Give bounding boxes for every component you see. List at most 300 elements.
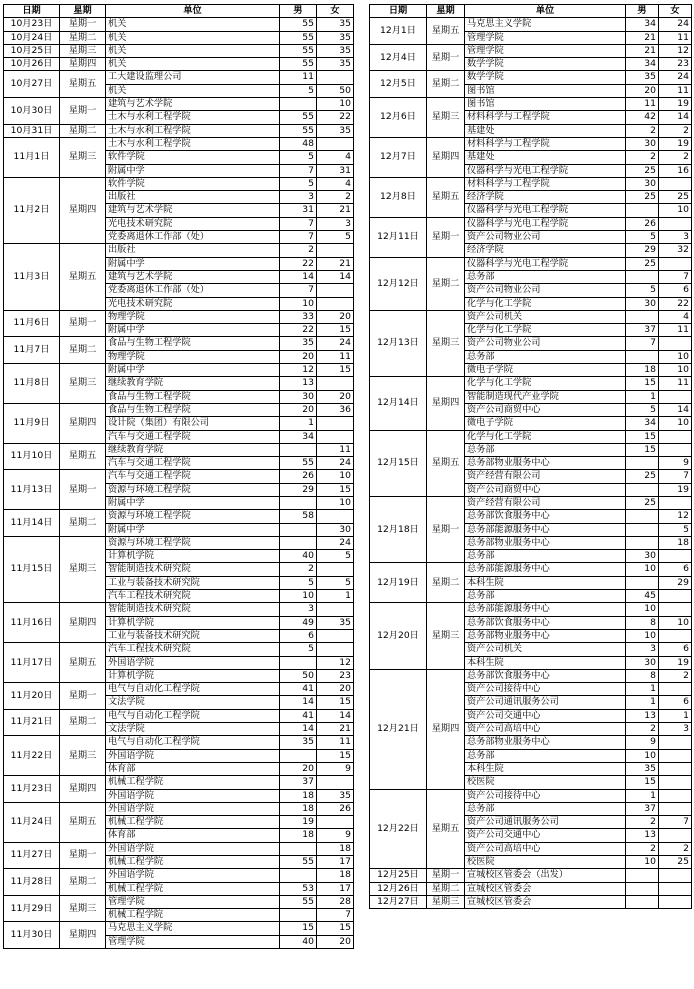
unit-cell: 宣城校区管委会 bbox=[465, 882, 626, 895]
unit-cell: 体育部 bbox=[106, 762, 280, 775]
weekday-cell: 星期一 bbox=[427, 869, 465, 882]
unit-cell: 党委离退休工作部（处） bbox=[106, 231, 280, 244]
male-count-cell: 20 bbox=[280, 762, 317, 775]
male-count-cell: 7 bbox=[626, 337, 659, 350]
male-count-cell: 30 bbox=[626, 550, 659, 563]
date-cell: 11月1日 bbox=[4, 137, 60, 177]
table-row bbox=[4, 137, 354, 150]
female-count-cell: 7 bbox=[659, 270, 692, 283]
male-count-cell: 2 bbox=[626, 151, 659, 164]
weekday-cell: 星期五 bbox=[60, 443, 106, 470]
female-count-cell: 26 bbox=[317, 802, 354, 815]
date-cell: 10月27日 bbox=[4, 71, 60, 98]
unit-cell: 马克思主义学院 bbox=[465, 18, 626, 31]
table-row bbox=[370, 98, 692, 111]
male-count-cell: 55 bbox=[280, 457, 317, 470]
female-count-cell: 21 bbox=[317, 257, 354, 270]
unit-cell: 机关 bbox=[106, 31, 280, 44]
date-cell: 12月12日 bbox=[370, 257, 427, 310]
header-male: 男 bbox=[280, 5, 317, 18]
male-count-cell bbox=[280, 536, 317, 549]
female-count-cell bbox=[317, 297, 354, 310]
weekday-cell: 星期五 bbox=[427, 789, 465, 869]
table-row bbox=[370, 789, 692, 802]
female-count-cell: 11 bbox=[659, 377, 692, 390]
male-count-cell: 5 bbox=[626, 231, 659, 244]
unit-cell: 汽车与交通工程学院 bbox=[106, 470, 280, 483]
male-count-cell: 55 bbox=[280, 124, 317, 137]
unit-cell: 材料科学与工程学院 bbox=[465, 111, 626, 124]
female-count-cell: 24 bbox=[317, 337, 354, 350]
unit-cell: 数学学院 bbox=[465, 71, 626, 84]
table-row bbox=[370, 257, 692, 270]
male-count-cell: 37 bbox=[626, 802, 659, 815]
male-count-cell: 8 bbox=[626, 616, 659, 629]
male-count-cell: 10 bbox=[280, 590, 317, 603]
male-count-cell bbox=[626, 483, 659, 496]
table-row bbox=[4, 124, 354, 137]
date-cell: 11月14日 bbox=[4, 510, 60, 537]
male-count-cell: 1 bbox=[626, 696, 659, 709]
male-count-cell: 30 bbox=[626, 656, 659, 669]
table-row bbox=[370, 377, 692, 390]
male-count-cell: 6 bbox=[280, 629, 317, 642]
female-count-cell: 21 bbox=[317, 204, 354, 217]
date-cell: 11月30日 bbox=[4, 922, 60, 949]
unit-cell: 总务部 bbox=[465, 443, 626, 456]
unit-cell: 经济学院 bbox=[465, 191, 626, 204]
date-cell: 11月17日 bbox=[4, 643, 60, 683]
table-row bbox=[4, 802, 354, 815]
female-count-cell: 15 bbox=[317, 364, 354, 377]
date-cell: 11月2日 bbox=[4, 177, 60, 243]
unit-cell: 建筑与艺术学院 bbox=[106, 204, 280, 217]
weekday-cell: 星期二 bbox=[427, 563, 465, 603]
female-count-cell: 3 bbox=[659, 723, 692, 736]
unit-cell: 软件学院 bbox=[106, 177, 280, 190]
weekday-cell: 星期五 bbox=[60, 802, 106, 842]
weekday-cell: 星期二 bbox=[60, 510, 106, 537]
female-count-cell: 19 bbox=[659, 137, 692, 150]
female-count-cell: 10 bbox=[659, 616, 692, 629]
female-count-cell: 31 bbox=[317, 164, 354, 177]
male-count-cell: 2 bbox=[626, 816, 659, 829]
male-count-cell: 14 bbox=[280, 696, 317, 709]
unit-cell: 继续教育学院 bbox=[106, 377, 280, 390]
unit-cell: 本科生院 bbox=[465, 762, 626, 775]
table-row bbox=[4, 842, 354, 855]
unit-cell: 食品与生物工程学院 bbox=[106, 403, 280, 416]
male-count-cell: 18 bbox=[626, 364, 659, 377]
female-count-cell: 11 bbox=[317, 736, 354, 749]
male-count-cell bbox=[626, 882, 659, 895]
female-count-cell bbox=[659, 895, 692, 908]
male-count-cell: 20 bbox=[626, 84, 659, 97]
female-count-cell: 11 bbox=[659, 324, 692, 337]
male-count-cell bbox=[626, 204, 659, 217]
unit-cell: 资产公司高培中心 bbox=[465, 723, 626, 736]
table-row bbox=[370, 563, 692, 576]
female-count-cell: 11 bbox=[659, 31, 692, 44]
male-count-cell: 25 bbox=[626, 470, 659, 483]
male-count-cell: 30 bbox=[626, 297, 659, 310]
header-date: 日期 bbox=[4, 5, 60, 18]
female-count-cell: 36 bbox=[317, 403, 354, 416]
male-count-cell: 55 bbox=[280, 111, 317, 124]
female-count-cell: 19 bbox=[659, 483, 692, 496]
male-count-cell: 1 bbox=[280, 417, 317, 430]
schedule-table-left bbox=[3, 4, 354, 949]
female-count-cell: 6 bbox=[659, 284, 692, 297]
male-count-cell bbox=[280, 98, 317, 111]
male-count-cell: 2 bbox=[280, 244, 317, 257]
header-unit: 单位 bbox=[106, 5, 280, 18]
unit-cell: 总务部饮食服务中心 bbox=[465, 616, 626, 629]
male-count-cell: 48 bbox=[280, 137, 317, 150]
male-count-cell: 9 bbox=[626, 736, 659, 749]
unit-cell: 物理学院 bbox=[106, 310, 280, 323]
table-row bbox=[4, 44, 354, 57]
male-count-cell: 25 bbox=[626, 496, 659, 509]
date-cell: 10月23日 bbox=[4, 18, 60, 31]
unit-cell: 光电技术研究院 bbox=[106, 217, 280, 230]
header-weekday: 星期 bbox=[60, 5, 106, 18]
header-row bbox=[370, 5, 692, 18]
female-count-cell: 2 bbox=[659, 669, 692, 682]
male-count-cell: 18 bbox=[280, 829, 317, 842]
female-count-cell: 6 bbox=[659, 696, 692, 709]
male-count-cell: 11 bbox=[280, 71, 317, 84]
male-count-cell: 34 bbox=[626, 18, 659, 31]
male-count-cell: 22 bbox=[280, 257, 317, 270]
unit-cell: 计算机学院 bbox=[106, 669, 280, 682]
female-count-cell bbox=[317, 629, 354, 642]
weekday-cell: 星期二 bbox=[60, 124, 106, 137]
unit-cell: 外国语学院 bbox=[106, 802, 280, 815]
female-count-cell: 22 bbox=[659, 297, 692, 310]
female-count-cell: 35 bbox=[317, 58, 354, 71]
female-count-cell: 19 bbox=[659, 98, 692, 111]
unit-cell: 资产公司机关 bbox=[465, 643, 626, 656]
table-row bbox=[4, 895, 354, 908]
female-count-cell: 35 bbox=[317, 124, 354, 137]
female-count-cell bbox=[659, 443, 692, 456]
header-weekday: 星期 bbox=[427, 5, 465, 18]
female-count-cell bbox=[317, 377, 354, 390]
female-count-cell: 24 bbox=[659, 18, 692, 31]
unit-cell: 基建处 bbox=[465, 124, 626, 137]
weekday-cell: 星期四 bbox=[427, 377, 465, 430]
female-count-cell bbox=[659, 762, 692, 775]
unit-cell: 微电子学院 bbox=[465, 364, 626, 377]
unit-cell: 总务部 bbox=[465, 350, 626, 363]
male-count-cell: 19 bbox=[280, 816, 317, 829]
unit-cell: 汽车与交通工程学院 bbox=[106, 430, 280, 443]
female-count-cell bbox=[317, 244, 354, 257]
table-body bbox=[370, 18, 692, 909]
date-cell: 11月9日 bbox=[4, 403, 60, 443]
male-count-cell: 15 bbox=[626, 776, 659, 789]
unit-cell: 资产公司接待中心 bbox=[465, 789, 626, 802]
unit-cell: 总务部饮食服务中心 bbox=[465, 669, 626, 682]
male-count-cell: 3 bbox=[280, 603, 317, 616]
male-count-cell: 2 bbox=[280, 563, 317, 576]
weekday-cell: 星期二 bbox=[60, 869, 106, 896]
unit-cell: 经济学院 bbox=[465, 244, 626, 257]
weekday-cell: 星期一 bbox=[60, 842, 106, 869]
date-cell: 10月26日 bbox=[4, 58, 60, 71]
female-count-cell bbox=[659, 629, 692, 642]
unit-cell: 机关 bbox=[106, 84, 280, 97]
male-count-cell: 22 bbox=[280, 324, 317, 337]
weekday-cell: 星期一 bbox=[427, 496, 465, 562]
unit-cell: 附属中学 bbox=[106, 257, 280, 270]
table-row bbox=[370, 71, 692, 84]
male-count-cell: 30 bbox=[626, 137, 659, 150]
unit-cell: 食品与生物工程学院 bbox=[106, 337, 280, 350]
unit-cell: 总务部饮食服务中心 bbox=[465, 510, 626, 523]
unit-cell: 机关 bbox=[106, 58, 280, 71]
date-cell: 11月21日 bbox=[4, 709, 60, 736]
weekday-cell: 星期四 bbox=[60, 922, 106, 949]
male-count-cell: 42 bbox=[626, 111, 659, 124]
male-count-cell: 10 bbox=[626, 563, 659, 576]
unit-cell: 软件学院 bbox=[106, 151, 280, 164]
unit-cell: 资产公司机关 bbox=[465, 310, 626, 323]
unit-cell: 校医院 bbox=[465, 776, 626, 789]
female-count-cell: 23 bbox=[659, 58, 692, 71]
unit-cell: 资产公司通讯服务公司 bbox=[465, 816, 626, 829]
unit-cell: 外国语学院 bbox=[106, 656, 280, 669]
unit-cell: 资产公司通讯服务公司 bbox=[465, 696, 626, 709]
male-count-cell: 37 bbox=[280, 776, 317, 789]
weekday-cell: 星期二 bbox=[60, 709, 106, 736]
date-cell: 12月11日 bbox=[370, 217, 427, 257]
unit-cell: 宣城校区管委会（出发） bbox=[465, 869, 626, 882]
female-count-cell: 4 bbox=[317, 177, 354, 190]
header-row bbox=[4, 5, 354, 18]
male-count-cell: 55 bbox=[280, 895, 317, 908]
male-count-cell: 5 bbox=[280, 84, 317, 97]
table-row bbox=[4, 98, 354, 111]
male-count-cell: 58 bbox=[280, 510, 317, 523]
unit-cell: 资产公司高培中心 bbox=[465, 842, 626, 855]
female-count-cell: 35 bbox=[317, 44, 354, 57]
date-cell: 11月6日 bbox=[4, 310, 60, 337]
header-date: 日期 bbox=[370, 5, 427, 18]
unit-cell: 建筑与艺术学院 bbox=[106, 270, 280, 283]
unit-cell: 土木与水利工程学院 bbox=[106, 124, 280, 137]
weekday-cell: 星期一 bbox=[60, 470, 106, 510]
unit-cell: 管理学院 bbox=[106, 935, 280, 948]
male-count-cell: 30 bbox=[626, 177, 659, 190]
schedule-table-right bbox=[369, 4, 692, 909]
male-count-cell: 26 bbox=[280, 470, 317, 483]
unit-cell: 外国语学院 bbox=[106, 789, 280, 802]
unit-cell: 总务部物业服务中心 bbox=[465, 736, 626, 749]
unit-cell: 机械工程学院 bbox=[106, 856, 280, 869]
male-count-cell bbox=[280, 869, 317, 882]
female-count-cell: 24 bbox=[659, 71, 692, 84]
female-count-cell bbox=[659, 736, 692, 749]
date-cell: 11月24日 bbox=[4, 802, 60, 842]
table-row bbox=[4, 922, 354, 935]
male-count-cell: 55 bbox=[280, 44, 317, 57]
unit-cell: 总务部能源服务中心 bbox=[465, 603, 626, 616]
female-count-cell: 35 bbox=[317, 789, 354, 802]
male-count-cell: 11 bbox=[626, 98, 659, 111]
male-count-cell: 10 bbox=[626, 603, 659, 616]
male-count-cell: 34 bbox=[626, 58, 659, 71]
female-count-cell: 24 bbox=[317, 457, 354, 470]
date-cell: 11月8日 bbox=[4, 364, 60, 404]
female-count-cell: 14 bbox=[317, 709, 354, 722]
male-count-cell bbox=[626, 350, 659, 363]
male-count-cell: 1 bbox=[626, 789, 659, 802]
male-count-cell: 33 bbox=[280, 310, 317, 323]
weekday-cell: 星期一 bbox=[427, 44, 465, 71]
female-count-cell: 16 bbox=[659, 164, 692, 177]
male-count-cell: 7 bbox=[280, 284, 317, 297]
female-count-cell: 29 bbox=[659, 576, 692, 589]
weekday-cell: 星期一 bbox=[60, 98, 106, 125]
female-count-cell bbox=[659, 882, 692, 895]
date-cell: 12月22日 bbox=[370, 789, 427, 869]
female-count-cell: 18 bbox=[659, 536, 692, 549]
unit-cell: 管理学院 bbox=[106, 895, 280, 908]
weekday-cell: 星期五 bbox=[60, 244, 106, 310]
male-count-cell: 10 bbox=[626, 629, 659, 642]
female-count-cell: 12 bbox=[659, 510, 692, 523]
female-count-cell: 23 bbox=[317, 669, 354, 682]
unit-cell: 宣城校区管委会 bbox=[465, 895, 626, 908]
male-count-cell: 7 bbox=[280, 231, 317, 244]
unit-cell: 工大建设监理公司 bbox=[106, 71, 280, 84]
table-row bbox=[370, 882, 692, 895]
weekday-cell: 星期四 bbox=[60, 776, 106, 803]
female-count-cell bbox=[659, 217, 692, 230]
male-count-cell: 35 bbox=[280, 736, 317, 749]
unit-cell: 出版社 bbox=[106, 191, 280, 204]
female-count-cell: 20 bbox=[317, 310, 354, 323]
table-row bbox=[4, 869, 354, 882]
table-row bbox=[370, 217, 692, 230]
unit-cell: 计算机学院 bbox=[106, 550, 280, 563]
unit-cell: 总务部物业服务中心 bbox=[465, 629, 626, 642]
male-count-cell: 29 bbox=[626, 244, 659, 257]
female-count-cell: 11 bbox=[659, 84, 692, 97]
female-count-cell: 7 bbox=[659, 816, 692, 829]
date-cell: 11月22日 bbox=[4, 736, 60, 776]
female-count-cell bbox=[659, 590, 692, 603]
unit-cell: 基建处 bbox=[465, 151, 626, 164]
female-count-cell: 2 bbox=[317, 191, 354, 204]
female-count-cell: 6 bbox=[659, 643, 692, 656]
header-unit: 单位 bbox=[465, 5, 626, 18]
female-count-cell: 10 bbox=[659, 364, 692, 377]
unit-cell: 工业与装备技术研究院 bbox=[106, 629, 280, 642]
female-count-cell bbox=[317, 71, 354, 84]
male-count-cell: 55 bbox=[280, 856, 317, 869]
female-count-cell: 3 bbox=[659, 231, 692, 244]
female-count-cell bbox=[317, 510, 354, 523]
female-count-cell: 20 bbox=[317, 390, 354, 403]
table-row bbox=[4, 244, 354, 257]
date-cell: 11月16日 bbox=[4, 603, 60, 643]
female-count-cell: 15 bbox=[317, 324, 354, 337]
unit-cell: 总务部 bbox=[465, 590, 626, 603]
female-count-cell: 2 bbox=[659, 842, 692, 855]
female-count-cell: 10 bbox=[659, 204, 692, 217]
table-row bbox=[4, 18, 354, 31]
table-row bbox=[370, 430, 692, 443]
table-row bbox=[4, 364, 354, 377]
weekday-cell: 星期四 bbox=[427, 137, 465, 177]
unit-cell: 资产公司交通中心 bbox=[465, 709, 626, 722]
male-count-cell bbox=[626, 536, 659, 549]
unit-cell: 电气与自动化工程学院 bbox=[106, 736, 280, 749]
female-count-cell: 21 bbox=[317, 723, 354, 736]
male-count-cell: 20 bbox=[280, 350, 317, 363]
weekday-cell: 星期三 bbox=[60, 895, 106, 922]
table-row bbox=[370, 310, 692, 323]
unit-cell: 机关 bbox=[106, 44, 280, 57]
unit-cell: 总务部物业服务中心 bbox=[465, 457, 626, 470]
weekday-cell: 星期三 bbox=[60, 736, 106, 776]
male-count-cell: 2 bbox=[626, 124, 659, 137]
weekday-cell: 星期一 bbox=[60, 683, 106, 710]
unit-cell: 附属中学 bbox=[106, 364, 280, 377]
unit-cell: 汽车工程技术研究院 bbox=[106, 590, 280, 603]
male-count-cell bbox=[280, 523, 317, 536]
unit-cell: 图书馆 bbox=[465, 84, 626, 97]
female-count-cell: 10 bbox=[317, 496, 354, 509]
female-count-cell: 19 bbox=[659, 656, 692, 669]
table-row bbox=[4, 403, 354, 416]
unit-cell: 总务部 bbox=[465, 749, 626, 762]
weekday-cell: 星期三 bbox=[427, 98, 465, 138]
female-count-cell bbox=[659, 869, 692, 882]
female-count-cell: 15 bbox=[317, 483, 354, 496]
female-count-cell bbox=[659, 390, 692, 403]
male-count-cell: 45 bbox=[626, 590, 659, 603]
date-cell: 11月7日 bbox=[4, 337, 60, 364]
male-count-cell: 37 bbox=[626, 324, 659, 337]
date-cell: 12月25日 bbox=[370, 869, 427, 882]
male-count-cell: 41 bbox=[280, 709, 317, 722]
unit-cell: 附属中学 bbox=[106, 523, 280, 536]
unit-cell: 总务部 bbox=[465, 802, 626, 815]
male-count-cell: 10 bbox=[280, 297, 317, 310]
male-count-cell: 35 bbox=[280, 337, 317, 350]
male-count-cell: 3 bbox=[626, 643, 659, 656]
female-count-cell: 18 bbox=[317, 842, 354, 855]
unit-cell: 仪器科学与光电工程学院 bbox=[465, 204, 626, 217]
female-count-cell: 10 bbox=[659, 350, 692, 363]
female-count-cell: 9 bbox=[659, 457, 692, 470]
weekday-cell: 星期三 bbox=[60, 137, 106, 177]
table-row bbox=[4, 58, 354, 71]
male-count-cell: 35 bbox=[626, 762, 659, 775]
table-row bbox=[4, 510, 354, 523]
female-count-cell bbox=[659, 430, 692, 443]
date-cell: 11月20日 bbox=[4, 683, 60, 710]
male-count-cell: 49 bbox=[280, 616, 317, 629]
male-count-cell: 35 bbox=[626, 71, 659, 84]
date-cell: 10月30日 bbox=[4, 98, 60, 125]
table-row bbox=[4, 683, 354, 696]
weekday-cell: 星期一 bbox=[60, 310, 106, 337]
